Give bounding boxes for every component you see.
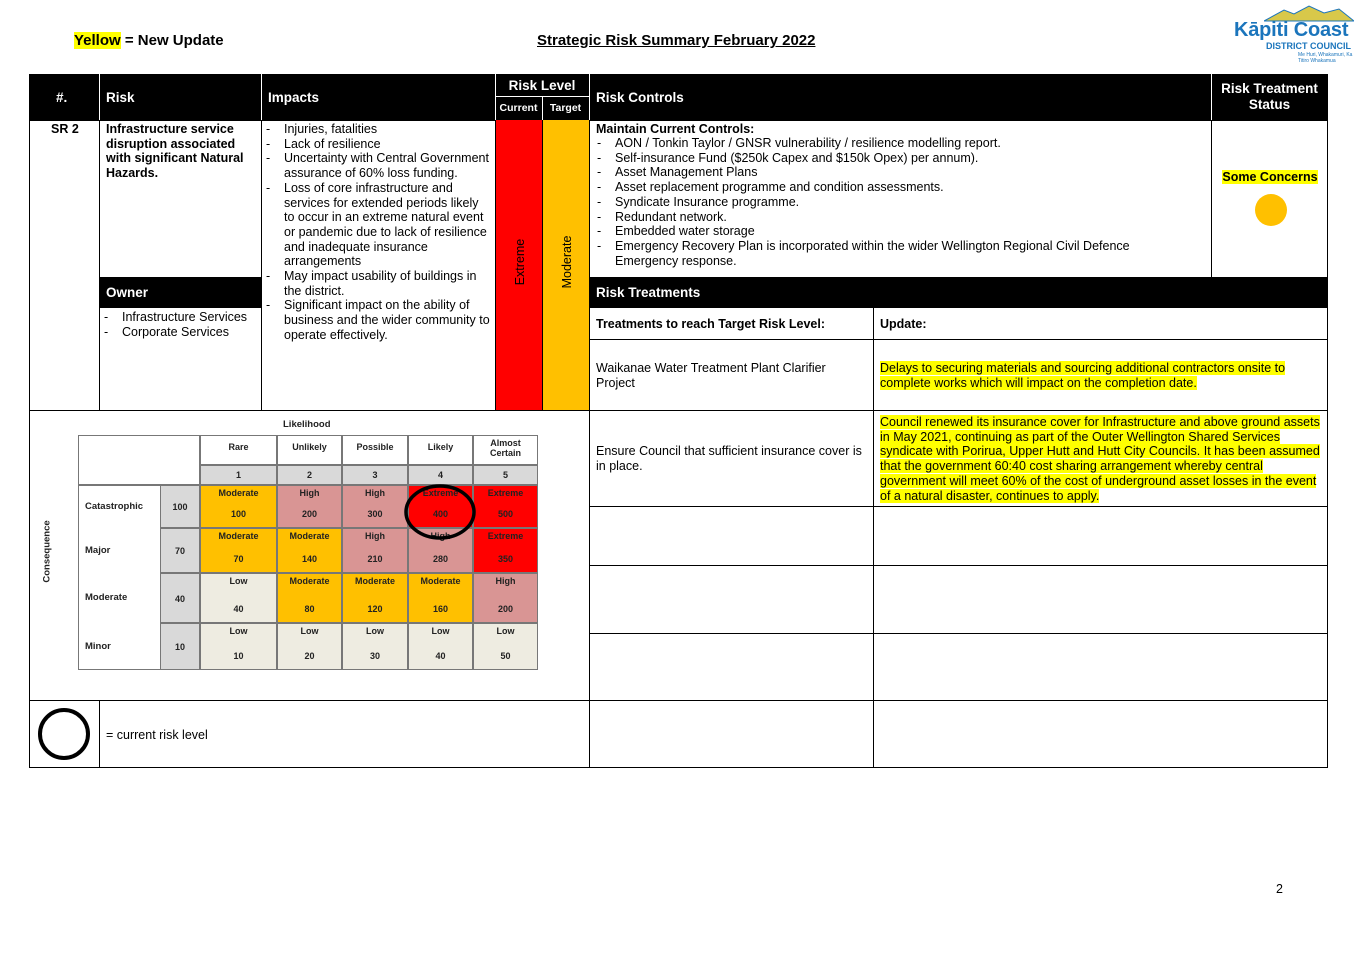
header-status: Risk Treatment Status [1221,81,1318,112]
matrix-cell-level: Moderate [354,576,395,586]
matrix-cell-value: 10 [233,651,244,661]
page-number: 2 [1276,882,1283,896]
matrix-cell [200,485,277,528]
treatment-2: Ensure Council that sufficient insurance cover is in place. [596,444,862,473]
legend-highlight-word: Yellow [74,32,121,49]
matrix-cell-level: High [299,488,320,498]
update-2: Council renewed its insurance cover for Infrastructure and above ground assets in May 2021, continuing as part of the Outer Wellington Shared Services syndicate with Porirua, Upper Hutt and Hutt City Councils. It has been assumed that the government 60:40 cost sharing arrangement whereby central government will meet 60% of the cost of underground asset losses in the event of a natural disaster, continues to apply. [880,415,1320,503]
controls-heading: Maintain Current Controls: [596,122,755,136]
matrix-cell-value: 140 [301,554,318,564]
matrix-cell-level: Moderate [218,531,259,541]
list-item: - Injuries, fatalities [262,122,492,137]
matrix-cell-value: 200 [497,604,514,614]
matrix-cell [342,573,408,623]
matrix-cell-level: Low [431,626,450,636]
header-risk-level: Risk Level [508,78,576,93]
list-item: - AON / Tonkin Taylor / GNSR vulnerability / resilience modelling report. [593,136,1153,151]
matrix-cell-value: 210 [367,554,383,564]
matrix-cell [277,485,342,528]
matrix-row-weight: 70 [160,528,200,573]
matrix-cell-value: 50 [500,651,511,661]
treatment-1: Waikanae Water Treatment Plant Clarifier Project [596,361,826,390]
legend-text: = current risk level [106,728,208,742]
matrix-cell-level: High [365,531,385,541]
matrix-cell-level: Low [496,626,515,636]
status-text: Some Concerns [1222,170,1318,184]
matrix-cell-level: Low [229,626,248,636]
matrix-cell-level: Extreme [422,488,459,498]
matrix-cell-value: 280 [432,554,449,564]
list-item: - Corporate Services [100,325,260,340]
matrix-cell-level: Moderate [420,576,461,586]
matrix-cell [277,528,342,573]
status-text-wrap [1212,170,1328,185]
matrix-cell [408,573,473,623]
matrix-cell-value: 40 [435,651,446,661]
matrix-row-name: Catastrophic [85,500,144,512]
header-target: Target [549,102,582,114]
list-item: - Uncertainty with Central Government assurance of 60% loss funding. [262,151,492,180]
header-current: Current [499,102,538,114]
current-level-cell [495,120,542,410]
matrix-cell-value: 120 [367,604,383,614]
matrix-cell [200,573,277,623]
legend-note-text: = New Update [124,32,224,49]
matrix-row-name: Major [85,544,111,556]
matrix-col-header: Unlikely [277,435,342,465]
matrix-cell-level: Extreme [487,488,524,498]
list-item: - Emergency Recovery Plan is incorporated within the wider Wellington Regional Civil Defence Emergency response. [593,239,1153,268]
matrix-col-number: 4 [408,465,473,485]
owner-header: Owner [100,277,261,308]
matrix-cell [342,485,408,528]
risk-matrix [40,416,560,694]
current-level-text: Extreme [513,238,527,286]
matrix-cell-value: 30 [369,651,380,661]
matrix-cell-value: 80 [304,604,315,614]
status-indicator-icon [1255,194,1287,226]
list-item: - Infrastructure Services [100,310,260,325]
matrix-col-number: 2 [277,465,342,485]
matrix-col-header: Almost Certain [473,435,538,465]
list-item: - Asset replacement programme and condition assessments. [593,180,1153,195]
matrix-cell [473,485,538,528]
matrix-col-number: 5 [473,465,538,485]
matrix-cell-value: 500 [497,509,514,519]
controls-list [593,136,1153,268]
matrix-col-header: Possible [342,435,408,465]
matrix-cell-value: 40 [233,604,244,614]
matrix-cell [200,528,277,573]
list-item: - Redundant network. [593,210,1153,225]
matrix-row-weight: 10 [160,623,200,670]
header-controls: Risk Controls [596,90,684,105]
list-item: - Embedded water storage [593,224,1153,239]
matrix-cell-value: 350 [497,554,514,564]
page-title: Strategic Risk Summary February 2022 [537,32,816,49]
update-1: Delays to securing materials and sourcing additional contractors onsite to complete works which will impact on the completion date. [880,361,1286,390]
list-item: - Self-insurance Fund ($250k Capex and $150k Opex) per annum). [593,151,1153,166]
header-num: #. [56,90,68,105]
matrix-cell [200,623,277,670]
risk-title: Infrastructure service disruption associated with significant Natural Hazards. [106,122,244,181]
list-item: - May impact usability of buildings in the district. [262,269,492,298]
matrix-cell-level: Moderate [289,576,330,586]
matrix-cell [277,623,342,670]
list-item: - Asset Management Plans [593,165,1153,180]
matrix-cell [473,573,538,623]
legend-circle-icon [36,706,94,764]
target-level-text: Moderate [560,235,574,289]
matrix-cell-level: High [430,531,451,541]
matrix-row-name: Moderate [85,592,128,603]
matrix-cell-level: High [495,576,516,586]
treatments-col1-header: Treatments to reach Target Risk Level: [596,317,826,331]
matrix-cell-value: 160 [432,604,449,614]
matrix-cell-level: Low [366,626,384,636]
header-impacts: Impacts [268,90,320,105]
logo-tagline: Me Huri, Whakamuri, Ka Titiro Whakamua [1298,52,1353,64]
matrix-cell-level: Moderate [289,531,330,541]
matrix-cell-level: High [365,488,385,498]
list-item: - Lack of resilience [262,137,492,152]
matrix-col-number: 3 [342,465,408,485]
list-item: - Significant impact on the ability of business and the wider community to operate effectively. [262,298,492,342]
update-2-wrap [880,415,1322,503]
matrix-cell-level: Low [229,576,248,586]
likelihood-label: Likelihood [283,419,331,430]
treatments-col2-header: Update: [880,317,927,331]
matrix-cell-value: 100 [230,509,247,519]
matrix-cell [408,623,473,670]
matrix-cell [473,623,538,670]
matrix-cell-value: 70 [233,554,244,564]
matrix-cell-level: Low [300,626,319,636]
matrix-cell [277,573,342,623]
matrix-cell-level: Moderate [218,488,259,498]
matrix-cell [342,528,408,573]
matrix-cell-value: 20 [304,651,315,661]
matrix-row-weight: 40 [160,573,200,623]
legend-note [74,32,224,49]
matrix-cell-value: 200 [301,509,318,519]
logo-text: Kāpiti Coast [1234,19,1349,41]
matrix-cell-level: Extreme [487,531,524,541]
update-1-wrap [880,361,1320,390]
matrix-row-weight: 100 [160,485,200,528]
council-logo [1228,4,1358,64]
matrix-cell-value: 300 [367,509,383,519]
matrix-row-name: Minor [85,640,111,652]
treatments-header: Risk Treatments [590,277,1328,308]
owner-list [100,310,260,339]
matrix-col-number: 1 [200,465,277,485]
matrix-cell [473,528,538,573]
matrix-col-header: Likely [408,435,473,465]
list-item: - Loss of core infrastructure and services for extended periods likely to occur in an extreme natural event or pandemic due to lack of resilience and inadequate insurance arrangements [262,181,492,269]
logo-subtitle: DISTRICT COUNCIL [1266,41,1351,51]
matrix-cell [342,623,408,670]
header-risk: Risk [106,90,135,105]
target-level-cell [542,120,589,410]
risk-id: SR 2 [51,122,79,136]
impacts-list [262,122,492,343]
list-item: - Syndicate Insurance programme. [593,195,1153,210]
matrix-cell-value: 400 [432,509,449,519]
current-risk-circle-icon [403,483,477,541]
matrix-corner [78,435,200,485]
consequence-label: Consequence [41,520,53,583]
matrix-col-header: Rare [200,435,277,465]
